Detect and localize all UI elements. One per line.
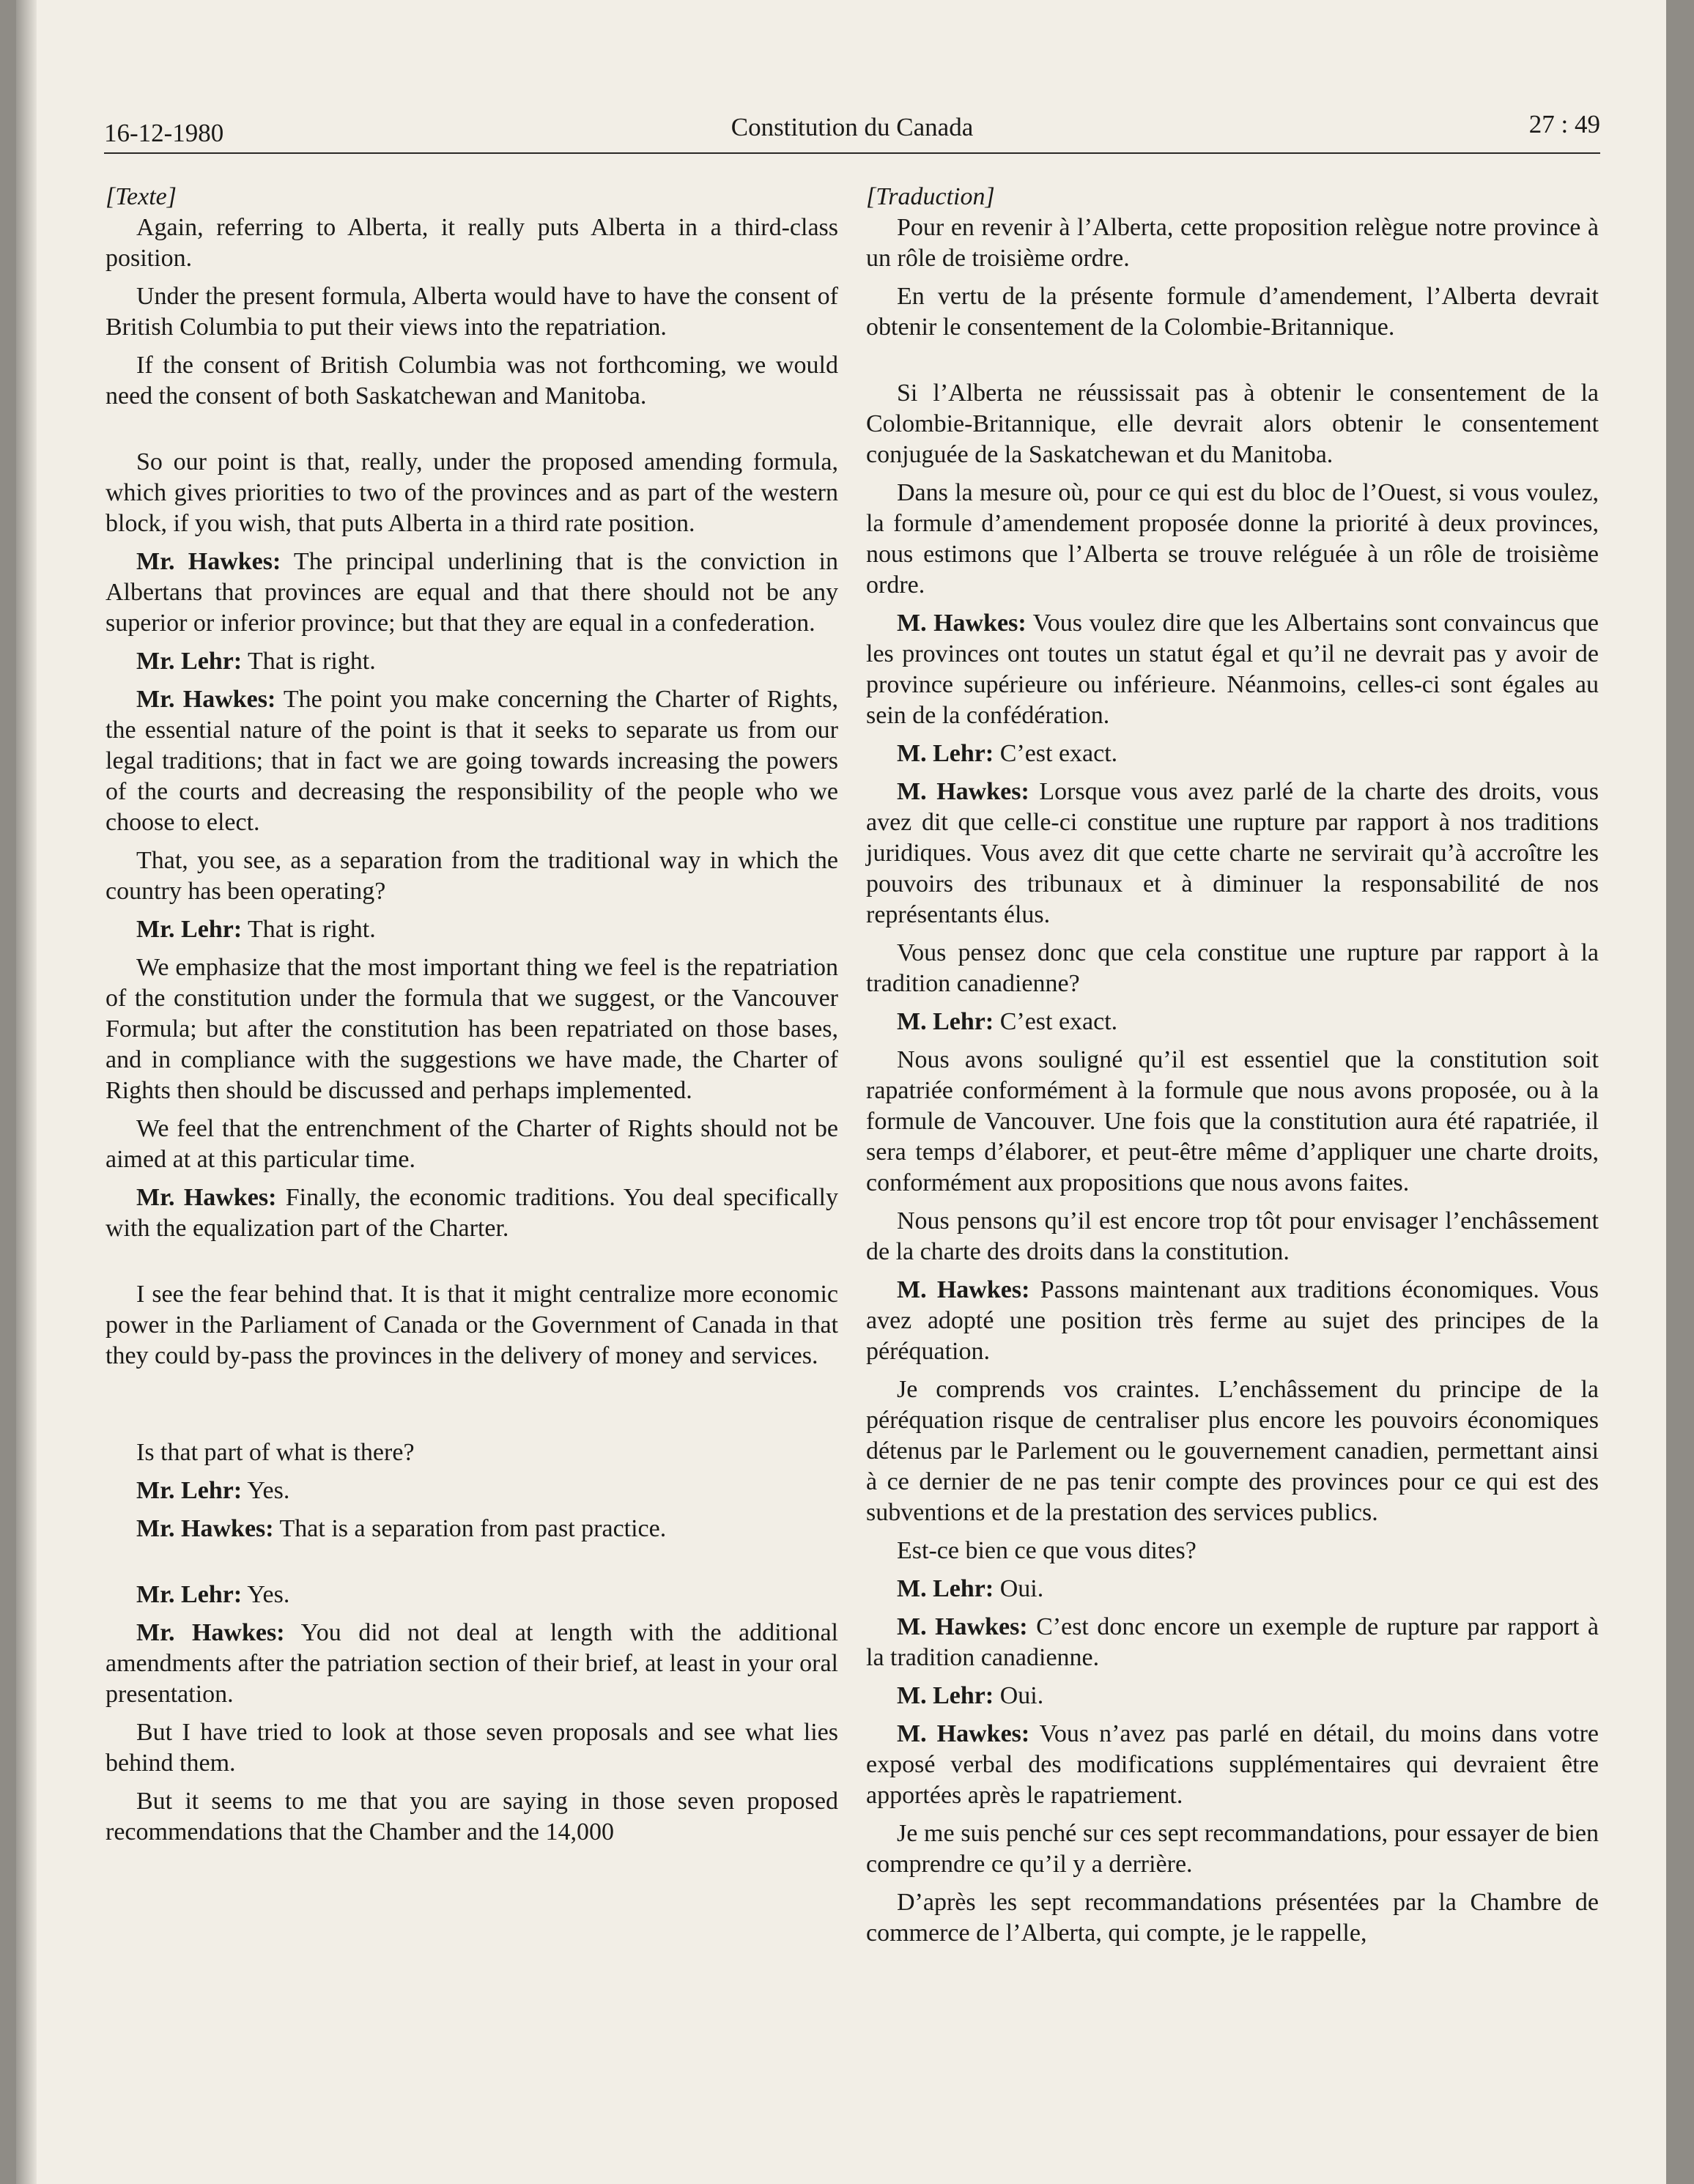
- speaker-paragraph: [106, 547, 838, 639]
- speech-text: Oui.: [994, 1575, 1044, 1602]
- paragraph: Again, referring to Alberta, it really puts Alberta in a third-class position.: [106, 214, 838, 272]
- paragraph: Nous pensons qu’il est encore trop tôt pour envisager l’enchâssement de la charte des droits dans la constitution.: [866, 1207, 1599, 1265]
- speech-text: The point you make concerning the Charter of Rights, the essential nature of the point is that it seeks to separate us from our legal traditions; that in fact we are going towards increasing the powers of the courts and decreasing the responsibility of the people who we choose to elect.: [106, 686, 838, 836]
- paragraph: Est-ce bien ce que vous dites?: [897, 1537, 1196, 1564]
- speaker-paragraph: [866, 739, 1599, 769]
- speech-text: C’est donc encore un exemple de rupture par rapport à la tradition canadienne.: [866, 1613, 1599, 1671]
- speech-text: That is right.: [242, 648, 376, 675]
- speaker-name: Mr. Hawkes:: [136, 548, 281, 575]
- speech-text: Oui.: [994, 1682, 1044, 1709]
- speaker-name: M. Hawkes:: [897, 1613, 1028, 1640]
- speaker-paragraph: [106, 1476, 838, 1506]
- speaker-name: M. Lehr:: [897, 1575, 994, 1602]
- speaker-name: Mr. Lehr:: [136, 916, 243, 943]
- column-tag: [Texte]: [106, 183, 177, 210]
- speaker-name: M. Lehr:: [897, 1008, 994, 1035]
- speech-text: You did not deal at length with the additional amendments after the patriation section of their brief, at least in your oral presentation.: [106, 1619, 838, 1708]
- speaker-name: M. Hawkes:: [897, 610, 1027, 637]
- speech-text: Lorsque vous avez parlé de la charte des droits, vous avez dit que celle-ci constitue une rupture par rapport à nos traditions juridiques. Vous avez dit que cette charte ne servirait qu’à accroître les pouvoirs des tribunaux et à diminuer la responsabilité de nos représentants élus.: [866, 778, 1599, 928]
- speaker-name: M. Hawkes:: [897, 1276, 1030, 1303]
- speaker-paragraph: [106, 1514, 838, 1544]
- speech-text: Vous n’avez pas parlé en détail, du moins dans votre exposé verbal des modifications supplémentaires qui devraient être apportées après le rapatriement.: [866, 1720, 1599, 1809]
- speech-text: Yes.: [242, 1477, 290, 1504]
- speaker-paragraph: [106, 646, 838, 677]
- header-title: Constitution du Canada: [731, 113, 974, 141]
- paragraph: Under the present formula, Alberta would have to have the consent of British Columbia to put their views into the repatriation.: [106, 283, 838, 341]
- header-rule: [104, 152, 1600, 154]
- page-header: [104, 110, 1600, 154]
- paragraph: That, you see, as a separation from the traditional way in which the country has been operating?: [106, 847, 838, 905]
- speech-text: C’est exact.: [994, 740, 1118, 767]
- speaker-paragraph: [106, 1618, 838, 1710]
- header-date: 16-12-1980: [104, 119, 224, 147]
- speaker-paragraph: [106, 1580, 838, 1610]
- speech-text: C’est exact.: [994, 1008, 1118, 1035]
- speaker-paragraph: [866, 1612, 1599, 1673]
- column-tag: [Traduction]: [866, 183, 995, 210]
- speaker-name: Mr. Hawkes:: [136, 686, 276, 713]
- paragraph: Je me suis penché sur ces sept recommandations, pour essayer de bien comprendre ce qu’il y a derrière.: [866, 1820, 1599, 1878]
- paragraph: Pour en revenir à l’Alberta, cette proposition relègue notre province à un rôle de troisième ordre.: [866, 214, 1599, 272]
- speaker-paragraph: [866, 1007, 1599, 1037]
- paragraph: En vertu de la présente formule d’amendement, l’Alberta devrait obtenir le consentement de la Colombie-Britannique.: [866, 283, 1599, 341]
- speaker-name: Mr. Lehr:: [136, 1581, 243, 1608]
- speech-text: The principal underlining that is the conviction in Albertans that provinces are equal and that there should not be any superior or inferior province; but that they are equal in a confederation.: [106, 548, 838, 637]
- speaker-name: M. Lehr:: [897, 1682, 994, 1709]
- paragraph: If the consent of British Columbia was not forthcoming, we would need the consent of both Saskatchewan and Manitoba.: [106, 352, 838, 410]
- speech-text: Yes.: [242, 1581, 290, 1608]
- paragraph: So our point is that, really, under the proposed amending formula, which gives priorities to two of the provinces and as part of the western block, if you wish, that puts Alberta in a third rate position.: [106, 448, 838, 537]
- paragraph: But I have tried to look at those seven proposals and see what lies behind them.: [106, 1719, 838, 1777]
- speaker-paragraph: [866, 1719, 1599, 1811]
- page-binding-edge: [16, 0, 37, 2184]
- english-column: [106, 182, 838, 1855]
- speech-text: Vous voulez dire que les Albertains sont convaincus que les provinces ont toutes un statut égal et qu’il ne devrait pas y avoir de province supérieure ou inférieure. Néanmoins, celles-ci sont égales au sein de la confédération.: [866, 610, 1599, 729]
- header-page-number: 27 : 49: [1528, 110, 1600, 138]
- speaker-name: Mr. Lehr:: [136, 1477, 243, 1504]
- speaker-paragraph: [866, 1681, 1599, 1711]
- speech-text: Passons maintenant aux traditions économiques. Vous avez adopté une position très ferme au sujet des principes de la péréquation.: [866, 1276, 1599, 1365]
- speaker-paragraph: [866, 608, 1599, 731]
- paragraph: Is that part of what is there?: [136, 1439, 415, 1466]
- speaker-name: Mr. Hawkes:: [136, 1184, 277, 1211]
- paragraph: We feel that the entrenchment of the Charter of Rights should not be aimed at at this particular time.: [106, 1115, 838, 1173]
- speaker-name: Mr. Lehr:: [136, 648, 243, 675]
- speaker-paragraph: [106, 684, 838, 838]
- speaker-paragraph: [106, 1182, 838, 1244]
- speaker-paragraph: [866, 777, 1599, 930]
- speaker-name: M. Hawkes:: [897, 1720, 1030, 1747]
- speaker-name: Mr. Hawkes:: [136, 1619, 285, 1646]
- speech-text: That is right.: [242, 916, 376, 943]
- speech-text: Finally, the economic traditions. You deal specifically with the equalization part of the Charter.: [106, 1184, 838, 1242]
- paragraph: But it seems to me that you are saying in those seven proposed recommendations that the Chamber and the 14,000: [106, 1788, 838, 1846]
- paragraph: We emphasize that the most important thing we feel is the repatriation of the constitution under the formula that we suggest, or the Vancouver Formula; but after the constitution has been repatriated on those bases, and in compliance with the suggestions we have made, the Charter of Rights then should be discussed and perhaps implemented.: [106, 954, 838, 1104]
- paragraph: D’après les sept recommandations présentées par la Chambre de commerce de l’Alberta, qui compte, je le rappelle,: [866, 1889, 1599, 1947]
- paragraph: Nous avons souligné qu’il est essentiel que la constitution soit rapatriée conformément à la formule que nous avons proposée, ou à la formule de Vancouver. Une fois que la constitution aura été rapatriée, il sera temps d’élaborer, et peut-être même d’appliquer une charte droits, conformément aux propositions que nous avons faites.: [866, 1046, 1599, 1196]
- speaker-name: M. Hawkes:: [897, 778, 1029, 805]
- speaker-name: M. Lehr:: [897, 740, 994, 767]
- french-column: [866, 182, 1599, 1956]
- speaker-paragraph: [866, 1275, 1599, 1367]
- paragraph: Vous pensez donc que cela constitue une rupture par rapport à la tradition canadienne?: [866, 939, 1599, 997]
- paragraph: Je comprends vos craintes. L’enchâssement du principe de la péréquation risque de centraliser plus encore les pouvoirs économiques détenus par le Parlement ou le gouvernement canadien, permettant ainsi à ce dernier de ne pas tenir compte des provinces pour ce qui est des subventions et de la prestation des services publics.: [866, 1376, 1599, 1526]
- paragraph: Dans la mesure où, pour ce qui est du bloc de l’Ouest, si vous voulez, la formule d’amendement proposée donne la priorité à deux provinces, nous estimons que l’Alberta se trouve reléguée à un rôle de troisième ordre.: [866, 479, 1599, 599]
- document-page: [16, 0, 1666, 2184]
- speaker-paragraph: [866, 1574, 1599, 1604]
- speaker-name: Mr. Hawkes:: [136, 1515, 274, 1542]
- speech-text: That is a separation from past practice.: [273, 1515, 667, 1542]
- speaker-paragraph: [106, 914, 838, 945]
- paragraph: Si l’Alberta ne réussissait pas à obtenir le consentement de la Colombie-Britannique, elle devrait alors obtenir le consentement conjuguée de la Saskatchewan et du Manitoba.: [866, 380, 1599, 468]
- paragraph: I see the fear behind that. It is that it might centralize more economic power in the Parliament of Canada or the Government of Canada in that they could by-pass the provinces in the delivery of money and services.: [106, 1281, 838, 1369]
